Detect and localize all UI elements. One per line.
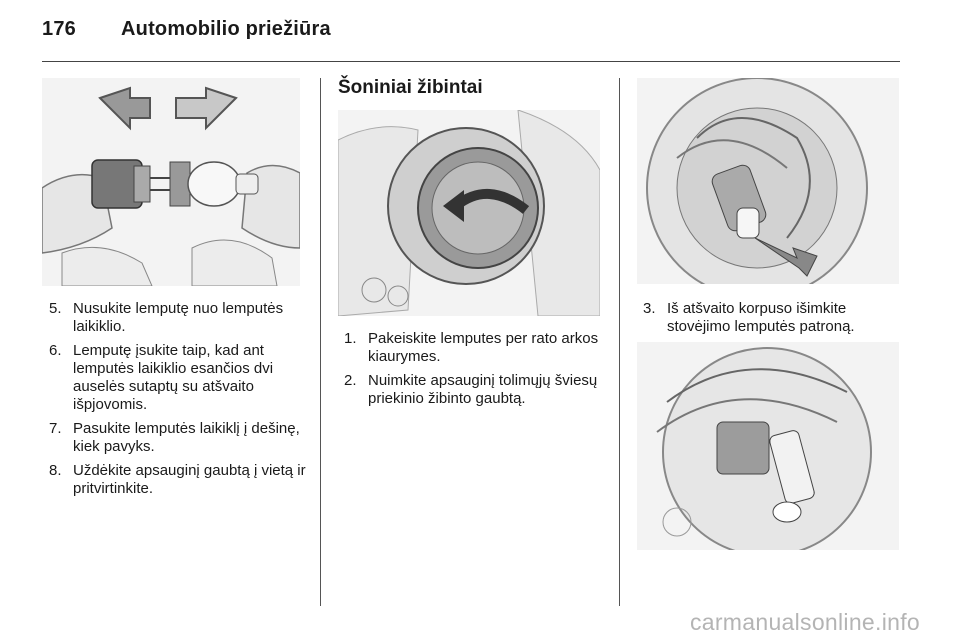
bulb-holder-removal-illustration	[637, 78, 899, 284]
watermark: carmanualsonline.info	[689, 609, 920, 635]
step-item: 3. Iš atšvaito korpuso išimkite stovėjimo lemputės patroną.	[643, 300, 855, 335]
right-steps-list	[643, 300, 901, 342]
bulb-holder-closeup-illustration	[637, 342, 899, 550]
left-steps-list	[49, 300, 307, 504]
step-item: 5. Nusukite lemputę nuo lemputės laikiklio.	[49, 300, 284, 335]
step-item: 6. Lemputę įsukite taip, kad ant lemputės laikiklio esančios dvi auselės sutaptų su atšvaito išpjovomis.	[49, 342, 274, 413]
step-item: 7. Pasukite lemputės laikiklį į dešinę, kiek pavyks.	[49, 420, 300, 455]
page-title: Automobilio priežiūra	[121, 18, 331, 40]
header-rule	[42, 61, 900, 62]
step-item: 1. Pakeiskite lemputes per rato arkos kiaurymes.	[344, 330, 599, 365]
page-header	[42, 18, 331, 41]
column-divider-2	[619, 78, 620, 606]
bulb-socket-illustration	[42, 78, 300, 286]
step-item: 2. Nuimkite apsauginį tolimųjų šviesų priekinio žibinto gaubtą.	[344, 372, 598, 407]
step-item: 8. Uždėkite apsauginį gaubtą į vietą ir pritvirtinkite.	[49, 462, 306, 497]
wheel-arch-cover-illustration	[338, 110, 600, 316]
page-number: 176	[42, 18, 76, 40]
column-divider-1	[320, 78, 321, 606]
middle-steps-list	[344, 330, 606, 414]
section-title: Šoniniai žibintai	[338, 77, 483, 98]
